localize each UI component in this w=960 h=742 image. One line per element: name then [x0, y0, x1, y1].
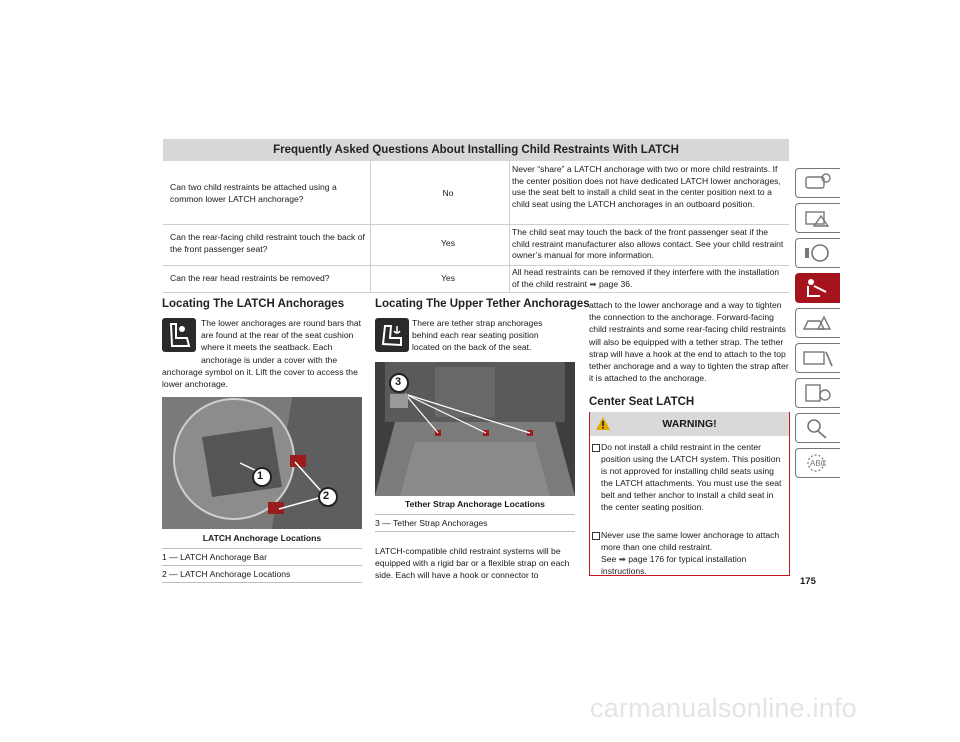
table-row [163, 224, 789, 266]
breakdown-icon [796, 309, 836, 337]
section-heading: Locating The LATCH Anchorages [162, 298, 345, 310]
latch-legend [162, 548, 362, 583]
warning-title: WARNING! [662, 418, 717, 430]
faq-answer: No [442, 188, 454, 198]
tether-body: There are tether strap anchorages behind each rear seating position located on the back of the seat. [412, 318, 543, 353]
faq-question: Can the rear head restraints be removed? [170, 273, 330, 283]
section-heading: Locating The Upper Tether Anchorages [375, 298, 590, 310]
tether-image-caption: Tether Strap Anchorage Locations [405, 499, 545, 509]
child-seat-icon [796, 274, 836, 302]
faq-answer: Yes [440, 238, 456, 248]
page-ref-arrow-icon: ➡ [589, 278, 597, 289]
language-index-icon [796, 449, 836, 477]
table-row [163, 265, 789, 293]
callout-2: 2 [323, 490, 330, 502]
latch-image-caption: LATCH Anchorage Locations [202, 533, 322, 543]
section-heading: Center Seat LATCH [589, 396, 695, 408]
nav-tab-index[interactable] [795, 413, 840, 443]
tether-anchor-icon [375, 318, 409, 352]
nav-tab-emergency[interactable] [795, 308, 840, 338]
callout-3: 3 [395, 376, 402, 388]
nav-tab-starting-operating[interactable] [795, 238, 840, 268]
nav-tab-car-info[interactable] [795, 168, 840, 198]
nav-tab-language[interactable] [795, 448, 840, 478]
faq-question: Can two child restraints be attached using a common lower LATCH anchorage? [170, 182, 337, 204]
tether-legend [375, 514, 575, 532]
faq-question: Can the rear-facing child restraint touch the back of the front passenger seat? [170, 232, 365, 254]
car-info-icon [796, 169, 836, 197]
latch-anchorage-image [162, 397, 362, 529]
nav-tab-warning-lights[interactable] [795, 203, 840, 233]
legend-item: 2 — LATCH Anchorage Locations [162, 566, 362, 583]
nav-tab-service[interactable] [795, 343, 840, 373]
faq-table-title: Frequently Asked Questions About Installing Child Restraints With LATCH [163, 139, 789, 161]
service-tools-icon [796, 344, 836, 372]
legend-item: 1 — LATCH Anchorage Bar [162, 549, 362, 566]
latch-body: The lower anchorages are round bars that are found at the rear of the seat cushion where it meets the seatback. Each anchorage is under a cover with the anchorage symbol on it. Lift the cover to access the lower anchorage. [162, 318, 362, 390]
faq-details: The child seat may touch the back of the front passenger seat if the child restraint manufacturer also allows contact. See your child restraint owner’s manual for more information. [512, 227, 784, 261]
search-index-icon [796, 414, 836, 442]
faq-details: Never “share” a LATCH anchorage with two or more child restraints. If the center position does not have dedicated LATCH lower anchorages, use the seat belt to install a child seat in the center position next to a child seat using the LATCH anchorages in an outboard position. [512, 164, 781, 209]
watermark: carmanualsonline.info [590, 693, 857, 723]
page-ref-arrow-icon: ➡ [618, 554, 626, 564]
warning-item: Do not install a child restraint in the center position using the LATCH system. This position is not approved for installing child seats using the LATCH attachments. You must use the seat belt and tether anchor to install a child seat in the center seating position. [601, 441, 784, 513]
nav-tab-specifications[interactable] [795, 378, 840, 408]
nav-tab-safety[interactable] [795, 273, 840, 303]
warning-lights-icon [796, 204, 836, 232]
continued-paragraph: attach to the lower anchorage and a way to tighten the connection to the anchorage. Forward-facing child restraints and some rear-facing child restraints will also be equipped with a tether strap. The tether strap will have a hook at the end to attach to the top tether anchorage and a way to tighten the strap after it is attached to the anchorage. [589, 300, 789, 384]
faq-details: All head restraints can be removed if they interfere with the installation of the child restraint ➡ page 36. [512, 267, 780, 289]
page-ref-link[interactable]: page 36. [598, 278, 633, 289]
steering-icon [796, 239, 836, 267]
faq-answer: Yes [440, 273, 456, 283]
multimedia-icon [796, 379, 836, 407]
tether-paragraph: LATCH-compatible child restraint systems will be equipped with a rigid bar or a flexible strap on each side. Each will have a hook or connector to [375, 546, 570, 581]
svg-text:ABC: ABC [810, 459, 827, 468]
table-row [163, 161, 789, 225]
legend-item: 3 — Tether Strap Anchorages [375, 515, 575, 532]
warning-item: Never use the same lower anchorage to attach more than one child restraint. See ➡ page 176 for typical installation instructions. [601, 529, 784, 577]
bullet-box-icon [592, 532, 600, 540]
page-number: 175 [800, 576, 816, 587]
callout-1: 1 [257, 470, 264, 482]
tether-anchorage-image [375, 362, 575, 496]
bullet-box-icon [592, 444, 600, 452]
page-ref-link[interactable]: page 176 for typical installation instructions. [601, 554, 747, 576]
